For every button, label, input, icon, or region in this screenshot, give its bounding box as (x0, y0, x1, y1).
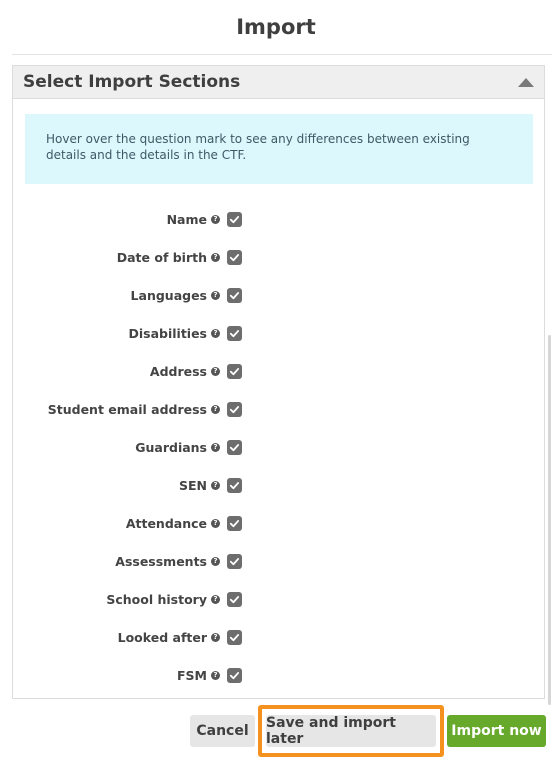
field-checkbox[interactable] (227, 326, 242, 341)
field-checkbox[interactable] (227, 592, 242, 607)
question-mark-icon[interactable]: ? (211, 481, 220, 490)
checkmark-icon (229, 404, 240, 415)
field-row (12, 664, 242, 686)
question-mark-icon[interactable]: ? (211, 215, 220, 224)
field-row (12, 246, 242, 268)
field-row (12, 436, 242, 458)
field-label: Assessments (115, 553, 207, 569)
field-label: SEN (178, 477, 207, 493)
field-label: FSM (177, 667, 207, 683)
checkmark-icon (229, 594, 240, 605)
field-label: Attendance (125, 515, 207, 531)
field-checkbox[interactable] (227, 250, 242, 265)
panel-header[interactable] (13, 66, 544, 99)
field-row (12, 208, 242, 230)
field-label: Date of birth (116, 249, 207, 265)
title-divider (12, 54, 552, 55)
import-now-button[interactable]: Import now (447, 715, 546, 747)
info-message: Hover over the question mark to see any differences between existing details and the details in the CTF. (25, 114, 533, 184)
checkmark-icon (229, 632, 240, 643)
field-checkbox[interactable] (227, 212, 242, 227)
field-checkbox[interactable] (227, 478, 242, 493)
field-checkbox[interactable] (227, 668, 242, 683)
question-mark-icon[interactable]: ? (211, 367, 220, 376)
field-checkbox[interactable] (227, 364, 242, 379)
field-label: Disabilities (128, 325, 207, 341)
cancel-button[interactable]: Cancel (190, 715, 255, 747)
field-checkbox[interactable] (227, 516, 242, 531)
collapse-triangle-icon[interactable] (518, 78, 534, 87)
checkmark-icon (229, 214, 240, 225)
question-mark-icon[interactable]: ? (211, 557, 220, 566)
checkmark-icon (229, 556, 240, 567)
field-checkbox[interactable] (227, 440, 242, 455)
field-row (12, 284, 242, 306)
field-label: Student email address (47, 401, 207, 417)
field-label: Address (149, 363, 207, 379)
checkmark-icon (229, 480, 240, 491)
field-row (12, 588, 242, 610)
field-row (12, 474, 242, 496)
checkmark-icon (229, 518, 240, 529)
field-row (12, 360, 242, 382)
checkmark-icon (229, 328, 240, 339)
question-mark-icon[interactable]: ? (211, 595, 220, 604)
field-checkbox[interactable] (227, 402, 242, 417)
field-label: Languages (130, 287, 207, 303)
question-mark-icon[interactable]: ? (211, 633, 220, 642)
field-label: Looked after (117, 629, 207, 645)
checkmark-icon (229, 670, 240, 681)
field-checkbox[interactable] (227, 288, 242, 303)
field-row (12, 398, 242, 420)
checkmark-icon (229, 366, 240, 377)
field-row (12, 626, 242, 648)
checkmark-icon (229, 290, 240, 301)
panel-title: Select Import Sections (23, 72, 241, 92)
question-mark-icon[interactable]: ? (211, 405, 220, 414)
field-row (12, 322, 242, 344)
checkmark-icon (229, 442, 240, 453)
checkmark-icon (229, 252, 240, 263)
field-row (12, 550, 242, 572)
question-mark-icon[interactable]: ? (211, 671, 220, 680)
question-mark-icon[interactable]: ? (211, 443, 220, 452)
dialog-title: Import (236, 15, 316, 39)
scrollbar[interactable] (548, 335, 551, 705)
question-mark-icon[interactable]: ? (211, 291, 220, 300)
save-and-import-later-button[interactable]: Save and import later (266, 715, 436, 747)
field-checkbox[interactable] (227, 554, 242, 569)
field-checkbox[interactable] (227, 630, 242, 645)
question-mark-icon[interactable]: ? (211, 329, 220, 338)
field-label: Guardians (135, 439, 207, 455)
field-label: School history (106, 591, 207, 607)
field-label: Name (166, 211, 207, 227)
field-row (12, 512, 242, 534)
question-mark-icon[interactable]: ? (211, 253, 220, 262)
question-mark-icon[interactable]: ? (211, 519, 220, 528)
